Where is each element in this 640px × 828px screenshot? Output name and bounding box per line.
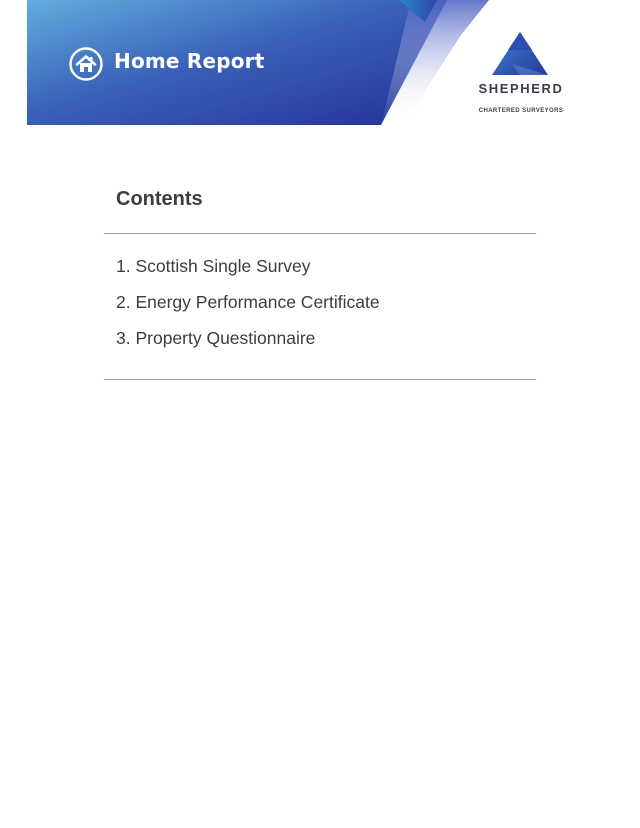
divider-top [104, 233, 536, 234]
contents-heading: Contents [116, 188, 203, 210]
contents-item: 3. Property Questionnaire [116, 328, 316, 348]
shepherd-logo [470, 30, 572, 120]
logo-tagline: CHARTERED SURVEYORS [478, 108, 564, 114]
triangle-logo-icon [490, 30, 550, 77]
report-title: Home Report [114, 49, 265, 73]
divider-bottom [104, 379, 536, 380]
contents-item: 1. Scottish Single Survey [116, 256, 311, 276]
home-icon [69, 47, 103, 81]
contents-item: 2. Energy Performance Certificate [116, 292, 380, 312]
logo-name: SHEPHERD [478, 81, 564, 96]
contents-list [116, 256, 380, 364]
